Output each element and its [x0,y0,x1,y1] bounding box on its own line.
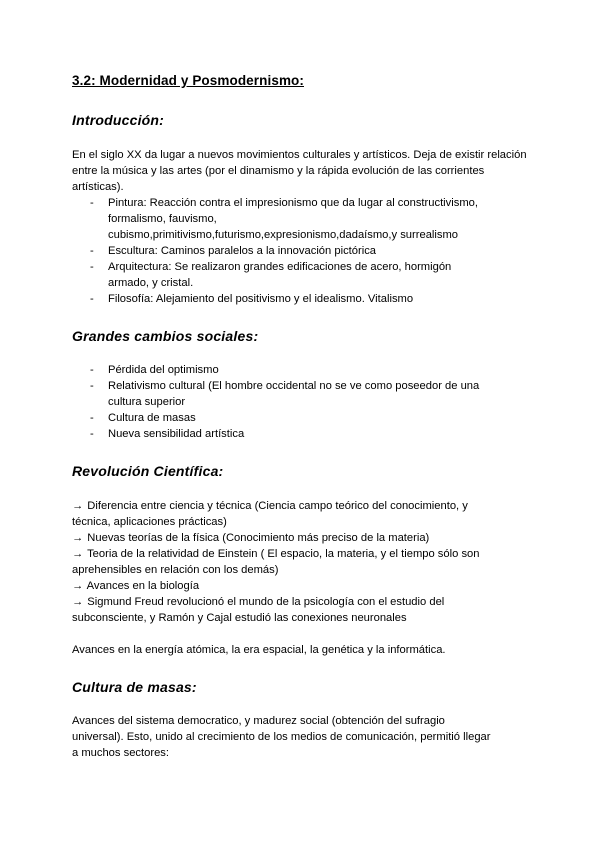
social-list [72,362,532,442]
list-item-optimismo: - Pérdida del optimismo [90,364,219,376]
dash-bullet: - [90,428,94,440]
masses-heading: Cultura de masas: [72,679,197,695]
arrow-right-icon: → [72,532,84,544]
science-summary: Avances en la energía atómica, la era espacial, la genética y la informática. [72,644,446,656]
list-item-escultura: - Escultura: Caminos paralelos a la innovación pictórica [90,245,377,257]
dash-bullet: - [90,261,94,273]
list-item-cultura-masas: - Cultura de masas [90,412,196,424]
science-line: → Teoria de la relatividad de Einstein ( El espacio, la materia, y el tiempo sólo son [72,548,480,560]
science-line: subconsciente, y Ramón y Cajal estudió las conexiones neuronales [72,612,407,624]
list-item-relativismo: - Relativismo cultural (El hombre occidental no se ve como poseedor de una cultura superior [90,380,480,408]
dash-bullet: - [90,293,94,305]
dash-bullet: - [90,380,94,392]
science-heading: Revolución Científica: [72,463,224,479]
list-item-filosofia: - Filosofía: Alejamiento del positivismo y el idealismo. Vitalismo [90,293,414,305]
science-line: → Diferencia entre ciencia y técnica (Ciencia campo teórico del conocimiento, y [72,500,468,512]
intro-list [72,195,532,307]
science-block [72,498,532,626]
science-line: → Nuevas teorías de la física (Conocimiento más preciso de la materia) [72,532,430,544]
list-item-sensibilidad: - Nueva sensibilidad artística [90,428,245,440]
document-page [72,72,532,761]
science-line: aprehensibles en relación con los demás) [72,564,279,576]
science-line: → Sigmund Freud revolucionó el mundo de la psicología con el estudio del [72,596,445,608]
science-line: → Avances en la biología [72,580,200,592]
intro-heading: Introducción: [72,112,165,128]
intro-paragraph: En el siglo XX da lugar a nuevos movimientos culturales y artísticos. Deja de existir relación entre la música y las artes (por el dinamismo y la rápida evolución de las corrientes artísticas). [72,149,527,193]
list-item-arquitectura: - Arquitectura: Se realizaron grandes edificaciones de acero, hormigón armado, y cristal. [90,261,452,289]
arrow-right-icon: → [72,500,84,512]
science-line: técnica, aplicaciones prácticas) [72,516,227,528]
masses-paragraph: Avances del sistema democratico, y madurez social (obtención del sufragio universal). Esto, unido al crecimiento de los medios de comunicación, permitió llegar a muchos sectores: [72,715,491,759]
arrow-right-icon: → [72,596,84,608]
arrow-right-icon: → [72,580,84,592]
dash-bullet: - [90,364,94,376]
dash-bullet: - [90,412,94,424]
dash-bullet: - [90,197,94,209]
document-title: 3.2: Modernidad y Posmodernismo: [72,73,304,88]
dash-bullet: - [90,245,94,257]
list-item-pintura: - Pintura: Reacción contra el impresionismo que da lugar al constructivismo, formalismo, fauvismo, cubismo,primitivismo,futurismo,expresionismo,dadaísmo,y surrealismo [90,197,478,241]
arrow-right-icon: → [72,548,84,560]
social-heading: Grandes cambios sociales: [72,328,259,344]
